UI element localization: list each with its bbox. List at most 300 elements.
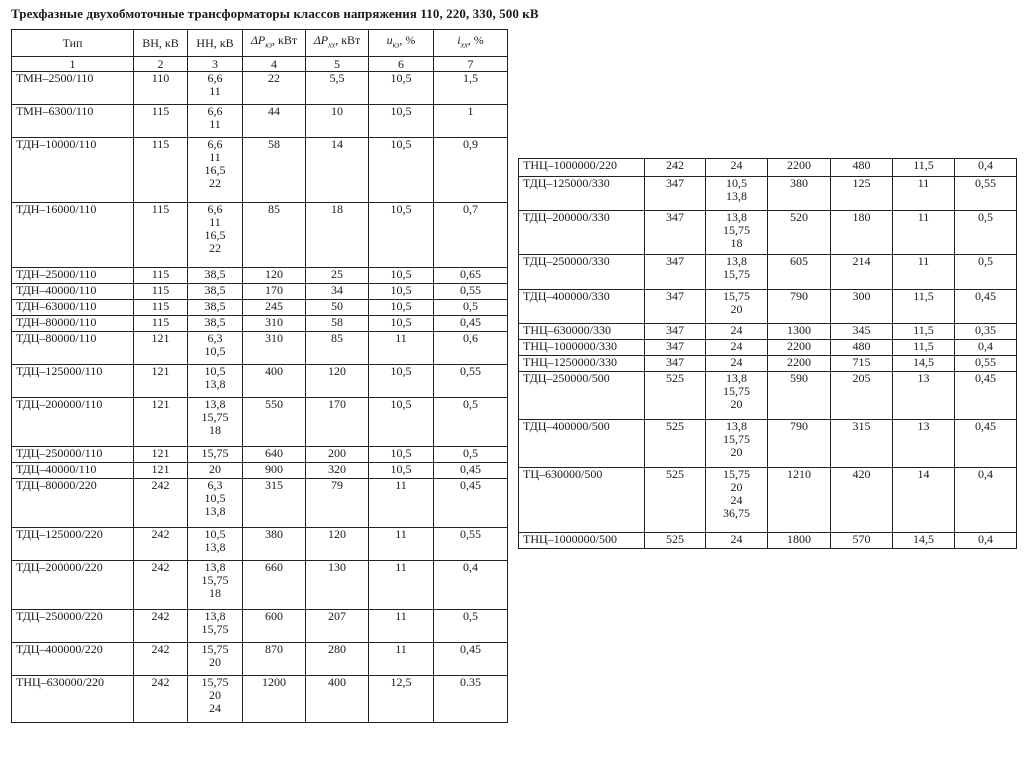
cell-type: ТДН–40000/110 <box>12 284 134 300</box>
table-row <box>519 255 1017 290</box>
cell-hv: 115 <box>134 284 188 300</box>
table-row <box>519 420 1017 468</box>
cell-lv <box>188 284 243 300</box>
cell-ix: 0,7 <box>434 203 508 268</box>
cell-ix: 0,55 <box>434 284 508 300</box>
cell-ix: 0,55 <box>955 356 1017 372</box>
cell-pk: 520 <box>768 211 831 255</box>
cell-type: ТДЦ–250000/500 <box>519 372 645 420</box>
table-row <box>12 332 508 365</box>
cell-ix: 0,65 <box>434 268 508 284</box>
cell-hv: 115 <box>134 203 188 268</box>
lv-value: 24 <box>730 323 743 337</box>
cell-hv: 121 <box>134 398 188 447</box>
lv-value: 13,8 <box>726 419 747 433</box>
cell-hv: 121 <box>134 365 188 398</box>
cell-hv: 242 <box>134 479 188 528</box>
cell-uk: 14,5 <box>893 356 955 372</box>
table-row <box>12 72 508 105</box>
cell-px: 300 <box>831 290 893 324</box>
cell-ix: 0,5 <box>434 610 508 643</box>
lv-value: 15,75 <box>201 573 229 587</box>
cell-uk: 10,5 <box>369 203 434 268</box>
cell-uk: 11 <box>369 610 434 643</box>
cell-lv <box>188 561 243 610</box>
lv-value: 11 <box>209 117 221 131</box>
cell-uk: 10,5 <box>369 138 434 203</box>
cell-type: ТДН–63000/110 <box>12 300 134 316</box>
cell-pk: 44 <box>243 105 306 138</box>
cell-type: ТДЦ–80000/110 <box>12 332 134 365</box>
cell-px: 10 <box>306 105 369 138</box>
cell-ix: 0,5 <box>434 398 508 447</box>
lv-value: 10,5 <box>204 344 226 358</box>
lv-value: 24 <box>730 532 743 546</box>
cell-pk: 400 <box>243 365 306 398</box>
lv-value: 24 <box>730 493 743 507</box>
cell-px: 120 <box>306 528 369 561</box>
lv-value: 15,75 <box>723 384 750 398</box>
lv-value: 13,8 <box>726 371 747 385</box>
table-row <box>519 340 1017 356</box>
cell-pk: 900 <box>243 463 306 479</box>
cell-type: ТДЦ–400000/500 <box>519 420 645 468</box>
lv-value: 24 <box>730 158 743 172</box>
lv-value: 15,75 <box>201 622 229 636</box>
lv-value: 24 <box>730 339 743 353</box>
cell-px: 120 <box>306 365 369 398</box>
cell-type: ТДЦ–80000/220 <box>12 479 134 528</box>
cell-pk: 2200 <box>768 159 831 177</box>
lv-value: 24 <box>730 355 743 369</box>
cell-uk: 13 <box>893 372 955 420</box>
cell-type: ТНЦ–1000000/330 <box>519 340 645 356</box>
table-row <box>12 610 508 643</box>
lv-value: 13,8 <box>204 560 226 574</box>
cell-pk: 315 <box>243 479 306 528</box>
page-title: Трехфазные двухобмоточные трансформаторы классов напряжения 110, 220, 330, 500 кВ <box>11 6 539 21</box>
cell-ix: 0,4 <box>434 561 508 610</box>
cell-uk: 11 <box>893 255 955 290</box>
cell-hv: 242 <box>134 676 188 723</box>
cell-hv: 525 <box>645 468 706 533</box>
cell-pk: 85 <box>243 203 306 268</box>
column-number: 5 <box>306 57 369 72</box>
lv-value: 20 <box>730 397 743 411</box>
cell-px: 180 <box>831 211 893 255</box>
cell-uk: 11,5 <box>893 324 955 340</box>
lv-value: 15,75 <box>201 410 229 424</box>
column-number: 4 <box>243 57 306 72</box>
cell-type: ТДЦ–400000/220 <box>12 643 134 676</box>
table-row <box>12 463 508 479</box>
header-hv: ВН, кВ <box>134 30 188 57</box>
table-row <box>519 356 1017 372</box>
cell-ix: 0,45 <box>955 290 1017 324</box>
cell-ix: 0,4 <box>955 533 1017 549</box>
lv-value: 20 <box>730 302 743 316</box>
cell-hv: 347 <box>645 324 706 340</box>
cell-ix: 0,55 <box>434 365 508 398</box>
cell-px: 420 <box>831 468 893 533</box>
cell-hv: 347 <box>645 356 706 372</box>
cell-hv: 347 <box>645 211 706 255</box>
cell-type: ТДЦ–40000/110 <box>12 463 134 479</box>
cell-uk: 10,5 <box>369 398 434 447</box>
cell-uk: 14,5 <box>893 533 955 549</box>
cell-hv: 121 <box>134 332 188 365</box>
cell-pk: 1300 <box>768 324 831 340</box>
cell-hv: 242 <box>645 159 706 177</box>
column-number: 2 <box>134 57 188 72</box>
cell-ix: 0,35 <box>955 324 1017 340</box>
cell-ix: 0,45 <box>434 643 508 676</box>
cell-hv: 347 <box>645 290 706 324</box>
lv-value: 24 <box>209 701 221 715</box>
cell-lv <box>706 211 768 255</box>
cell-ix: 0,4 <box>955 340 1017 356</box>
column-number: 6 <box>369 57 434 72</box>
cell-type: ТДН–80000/110 <box>12 316 134 332</box>
lv-value: 15,75 <box>723 467 750 481</box>
cell-uk: 10,5 <box>369 447 434 463</box>
cell-pk: 245 <box>243 300 306 316</box>
cell-uk: 10,5 <box>369 316 434 332</box>
cell-lv <box>706 324 768 340</box>
table-row <box>12 643 508 676</box>
table-row <box>12 365 508 398</box>
cell-lv <box>706 255 768 290</box>
cell-hv: 242 <box>134 561 188 610</box>
table-row <box>519 468 1017 533</box>
cell-pk: 310 <box>243 316 306 332</box>
lv-value: 22 <box>209 176 221 190</box>
table-row <box>519 533 1017 549</box>
lv-value: 10,5 <box>726 176 747 190</box>
lv-value: 38,5 <box>204 315 226 329</box>
cell-uk: 11 <box>369 528 434 561</box>
lv-value: 20 <box>209 462 221 476</box>
cell-hv: 347 <box>645 255 706 290</box>
cell-pk: 605 <box>768 255 831 290</box>
cell-pk: 120 <box>243 268 306 284</box>
table-row <box>519 159 1017 177</box>
lv-value: 13,8 <box>726 189 747 203</box>
cell-type: ТНЦ–1250000/330 <box>519 356 645 372</box>
cell-hv: 242 <box>134 610 188 643</box>
cell-px: 5,5 <box>306 72 369 105</box>
cell-px: 205 <box>831 372 893 420</box>
cell-lv <box>188 643 243 676</box>
cell-px: 125 <box>831 177 893 211</box>
table-row <box>12 528 508 561</box>
cell-type: ТМН–6300/110 <box>12 105 134 138</box>
cell-px: 50 <box>306 300 369 316</box>
cell-type: ТДЦ–200000/110 <box>12 398 134 447</box>
column-number: 3 <box>188 57 243 72</box>
lv-value: 13,8 <box>204 377 226 391</box>
cell-lv <box>188 268 243 284</box>
cell-uk: 10,5 <box>369 463 434 479</box>
lv-value: 18 <box>209 586 221 600</box>
cell-lv <box>188 447 243 463</box>
cell-pk: 1210 <box>768 468 831 533</box>
lv-value: 6,6 <box>207 71 223 85</box>
header-pk: $\Delta P_{кз}$, кВт <box>243 30 306 57</box>
cell-px: 345 <box>831 324 893 340</box>
table-row <box>519 324 1017 340</box>
cell-px: 200 <box>306 447 369 463</box>
header-lv: НН, кВ <box>188 30 243 57</box>
cell-pk: 590 <box>768 372 831 420</box>
lv-value: 18 <box>209 423 221 437</box>
lv-value: 38,5 <box>204 267 226 281</box>
cell-ix: 0,55 <box>434 528 508 561</box>
cell-pk: 550 <box>243 398 306 447</box>
transformer-table-left <box>11 29 508 723</box>
cell-pk: 870 <box>243 643 306 676</box>
cell-lv <box>188 365 243 398</box>
table-row <box>12 676 508 723</box>
cell-lv <box>706 356 768 372</box>
cell-lv <box>188 610 243 643</box>
cell-uk: 10,5 <box>369 284 434 300</box>
cell-lv <box>188 316 243 332</box>
cell-uk: 14 <box>893 468 955 533</box>
cell-ix: 0,4 <box>955 468 1017 533</box>
table-row <box>519 177 1017 211</box>
cell-type: ТДЦ–400000/330 <box>519 290 645 324</box>
column-number: 1 <box>12 57 134 72</box>
lv-value: 16,5 <box>204 228 226 242</box>
lv-value: 11 <box>209 215 221 229</box>
cell-hv: 115 <box>134 138 188 203</box>
cell-ix: 0,5 <box>955 211 1017 255</box>
cell-uk: 10,5 <box>369 300 434 316</box>
cell-type: ТДЦ–250000/330 <box>519 255 645 290</box>
lv-value: 6,6 <box>207 104 223 118</box>
cell-px: 207 <box>306 610 369 643</box>
cell-pk: 600 <box>243 610 306 643</box>
lv-value: 6,3 <box>207 331 223 345</box>
table-row <box>12 138 508 203</box>
cell-type: ТДЦ–250000/220 <box>12 610 134 643</box>
cell-uk: 11 <box>893 177 955 211</box>
cell-lv <box>188 332 243 365</box>
cell-px: 214 <box>831 255 893 290</box>
cell-uk: 10,5 <box>369 268 434 284</box>
table-row <box>12 479 508 528</box>
table-row <box>519 372 1017 420</box>
table-row <box>12 284 508 300</box>
lv-value: 22 <box>209 241 221 255</box>
cell-type: ТДЦ–125000/220 <box>12 528 134 561</box>
cell-lv <box>706 533 768 549</box>
lv-value: 20 <box>209 655 221 669</box>
cell-px: 18 <box>306 203 369 268</box>
cell-hv: 121 <box>134 463 188 479</box>
cell-lv <box>706 177 768 211</box>
table-row <box>12 105 508 138</box>
table-row <box>12 268 508 284</box>
cell-lv <box>706 159 768 177</box>
lv-value: 11 <box>209 150 221 164</box>
lv-value: 13,8 <box>204 397 226 411</box>
cell-uk: 11,5 <box>893 340 955 356</box>
lv-value: 15,75 <box>723 289 750 303</box>
cell-hv: 115 <box>134 316 188 332</box>
cell-uk: 10,5 <box>369 365 434 398</box>
lv-value: 20 <box>730 445 743 459</box>
cell-px: 480 <box>831 340 893 356</box>
cell-pk: 790 <box>768 290 831 324</box>
cell-ix: 0,9 <box>434 138 508 203</box>
cell-uk: 11,5 <box>893 290 955 324</box>
cell-hv: 115 <box>134 105 188 138</box>
lv-value: 13,8 <box>726 210 747 224</box>
cell-hv: 347 <box>645 177 706 211</box>
cell-hv: 110 <box>134 72 188 105</box>
cell-type: ТДН–16000/110 <box>12 203 134 268</box>
cell-ix: 1,5 <box>434 72 508 105</box>
cell-lv <box>188 528 243 561</box>
lv-value: 16,5 <box>204 163 226 177</box>
cell-px: 480 <box>831 159 893 177</box>
table-row <box>519 290 1017 324</box>
transformer-table-right <box>518 158 1017 549</box>
cell-pk: 2200 <box>768 356 831 372</box>
cell-pk: 22 <box>243 72 306 105</box>
cell-pk: 380 <box>243 528 306 561</box>
lv-value: 13,8 <box>204 609 226 623</box>
table-row <box>12 398 508 447</box>
lv-value: 13,8 <box>204 540 226 554</box>
cell-ix: 0,45 <box>434 463 508 479</box>
cell-uk: 10,5 <box>369 72 434 105</box>
cell-uk: 11 <box>369 561 434 610</box>
cell-px: 280 <box>306 643 369 676</box>
cell-pk: 58 <box>243 138 306 203</box>
header-row <box>12 30 508 57</box>
lv-value: 15,75 <box>201 642 229 656</box>
cell-ix: 0,4 <box>955 159 1017 177</box>
lv-value: 18 <box>730 236 743 250</box>
cell-ix: 0,45 <box>955 420 1017 468</box>
cell-type: ТНЦ–1000000/220 <box>519 159 645 177</box>
cell-hv: 242 <box>134 643 188 676</box>
cell-px: 315 <box>831 420 893 468</box>
lv-value: 15,75 <box>723 432 750 446</box>
lv-value: 36,75 <box>723 506 750 520</box>
cell-lv <box>706 420 768 468</box>
lv-value: 15,75 <box>723 223 750 237</box>
cell-ix: 0,5 <box>434 300 508 316</box>
cell-pk: 1800 <box>768 533 831 549</box>
lv-value: 6,6 <box>207 137 223 151</box>
cell-px: 170 <box>306 398 369 447</box>
cell-type: ТДЦ–200000/330 <box>519 211 645 255</box>
cell-px: 14 <box>306 138 369 203</box>
cell-uk: 11,5 <box>893 159 955 177</box>
cell-type: ТНЦ–630000/220 <box>12 676 134 723</box>
header-uk: $u_{кз}$, % <box>369 30 434 57</box>
cell-type: ТДЦ–250000/110 <box>12 447 134 463</box>
table-row <box>12 203 508 268</box>
cell-uk: 11 <box>369 479 434 528</box>
cell-ix: 0,55 <box>955 177 1017 211</box>
cell-px: 79 <box>306 479 369 528</box>
cell-pk: 170 <box>243 284 306 300</box>
cell-hv: 115 <box>134 300 188 316</box>
cell-ix: 1 <box>434 105 508 138</box>
lv-value: 15,75 <box>723 267 750 281</box>
lv-value: 10,5 <box>204 527 226 541</box>
column-number-row <box>12 57 508 72</box>
cell-pk: 380 <box>768 177 831 211</box>
cell-px: 58 <box>306 316 369 332</box>
cell-ix: 0,5 <box>955 255 1017 290</box>
cell-pk: 2200 <box>768 340 831 356</box>
cell-ix: 0,45 <box>955 372 1017 420</box>
cell-ix: 0.35 <box>434 676 508 723</box>
cell-hv: 347 <box>645 340 706 356</box>
cell-lv <box>188 463 243 479</box>
lv-value: 11 <box>209 84 221 98</box>
cell-lv <box>188 479 243 528</box>
cell-hv: 115 <box>134 268 188 284</box>
lv-value: 13,8 <box>204 504 226 518</box>
lv-value: 15,75 <box>201 446 229 460</box>
table-row <box>12 447 508 463</box>
table-row <box>12 300 508 316</box>
lv-value: 10,5 <box>204 364 226 378</box>
column-number: 7 <box>434 57 508 72</box>
cell-lv <box>188 138 243 203</box>
lv-value: 38,5 <box>204 283 226 297</box>
cell-uk: 11 <box>369 332 434 365</box>
cell-type: ТНЦ–1000000/500 <box>519 533 645 549</box>
cell-ix: 0,6 <box>434 332 508 365</box>
cell-lv <box>188 203 243 268</box>
cell-type: ТДЦ–200000/220 <box>12 561 134 610</box>
cell-pk: 640 <box>243 447 306 463</box>
cell-type: ТНЦ–630000/330 <box>519 324 645 340</box>
cell-hv: 242 <box>134 528 188 561</box>
lv-value: 6,6 <box>207 202 223 216</box>
cell-ix: 0,5 <box>434 447 508 463</box>
lv-value: 13,8 <box>726 254 747 268</box>
header-px: $\Delta P_{хх}$, кВт <box>306 30 369 57</box>
cell-type: ТДН–25000/110 <box>12 268 134 284</box>
cell-lv <box>188 105 243 138</box>
lv-value: 10,5 <box>204 491 226 505</box>
cell-pk: 310 <box>243 332 306 365</box>
cell-ix: 0,45 <box>434 479 508 528</box>
cell-ix: 0,45 <box>434 316 508 332</box>
cell-px: 320 <box>306 463 369 479</box>
cell-lv <box>706 340 768 356</box>
lv-value: 6,3 <box>207 478 223 492</box>
cell-px: 34 <box>306 284 369 300</box>
cell-pk: 1200 <box>243 676 306 723</box>
cell-type: ТМН–2500/110 <box>12 72 134 105</box>
header-type: Тип <box>12 30 134 57</box>
cell-hv: 525 <box>645 420 706 468</box>
cell-px: 25 <box>306 268 369 284</box>
cell-px: 85 <box>306 332 369 365</box>
cell-uk: 12,5 <box>369 676 434 723</box>
cell-lv <box>188 72 243 105</box>
